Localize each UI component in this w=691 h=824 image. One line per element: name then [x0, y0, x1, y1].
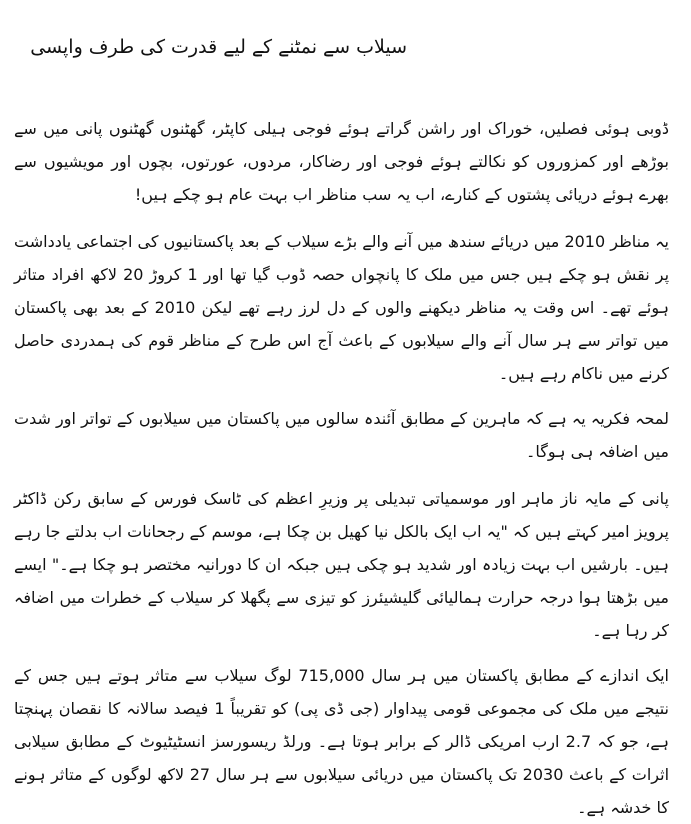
article-paragraph-1: ڈوبی ہوئی فصلیں، خوراک اور راشن گراتے ہوئے فوجی ہیلی کاپٹر، گھٹنوں گھٹنوں پانی میں سے بوڑھے اور کمزوروں کو نکالتے ہوئے فوجی اور رضاکار، مردوں، عورتوں، بچوں اور مویشیوں سے بھرے ہوئے دریائی پشتوں کے کنارے، اب یہ سب مناظر اب بہت عام ہو چکے ہیں!	[14, 119, 669, 204]
article-paragraph-3: لمحہ فکریہ یہ ہے کہ ماہرین کے مطابق آئندہ سالوں میں پاکستان میں سیلابوں کے تواتر اور شدت میں اضافہ ہی ہوگا۔	[14, 409, 669, 461]
article-title: سیلاب سے نمٹنے کے لیے قدرت کی طرف واپسی	[30, 36, 407, 58]
article-paragraph-5: ایک اندازے کے مطابق پاکستان میں ہر سال 715,000 لوگ سیلاب سے متاثر ہوتے ہیں جس کے نتیجے میں ملک کی مجموعی قومی پیداوار (جی ڈی پی) کو تقریباً 1 فیصد سالانہ کا نقصان پہنچتا ہے، جو کہ 2.7 ارب امریکی ڈالر کے برابر ہوتا ہے۔ ورلڈ ریسورسز انسٹیٹیوٹ کے مطابق سیلابی اثرات کے باعث 2030 تک پاکستان میں دریائی سیلابوں سے ہر سال 27 لاکھ لوگوں کے متاثر ہونے کا خدشہ ہے۔	[14, 666, 670, 817]
article-paragraph-2: یہ مناظر 2010 میں دریائے سندھ میں آنے والے بڑے سیلاب کے بعد پاکستانیوں کی اجتماعی یادداشت پر نقش ہو چکے ہیں جس میں ملک کا پانچواں حصہ ڈوب گیا تھا اور 1 کروڑ 20 لاکھ افراد متاثر ہوئے تھے۔ اس وقت یہ مناظر دیکھنے والوں کے دل لرز رہے تھے لیکن 2010 کے بعد بھی پاکستان میں تواتر سے ہر سال آنے والے سیلابوں کے باعث آج اس طرح کے مناظر قوم کی ہمدردی حاصل کرنے میں ناکام رہے ہیں۔	[14, 232, 670, 383]
article-paragraph-4: پانی کے مایہ ناز ماہر اور موسمیاتی تبدیلی پر وزیرِ اعظم کی ٹاسک فورس کے سابق رکن ڈاکٹر پرویز امیر کہتے ہیں کہ "یہ اب ایک بالکل نیا کھیل بن چکا ہے، موسم کے رجحانات اب بدلتے جا رہے ہیں۔ بارشیں اب بہت زیادہ اور شدید ہو چکی ہیں جبکہ ان کا دورانیہ مختصر ہو چکا ہے۔" ایسے میں بڑھتا ہوا درجہ حرارت ہمالیائی گلیشیئرز کو تیزی سے پگھلا کر سیلاب کے خطرات میں اضافہ کر رہا ہے۔	[14, 489, 669, 640]
